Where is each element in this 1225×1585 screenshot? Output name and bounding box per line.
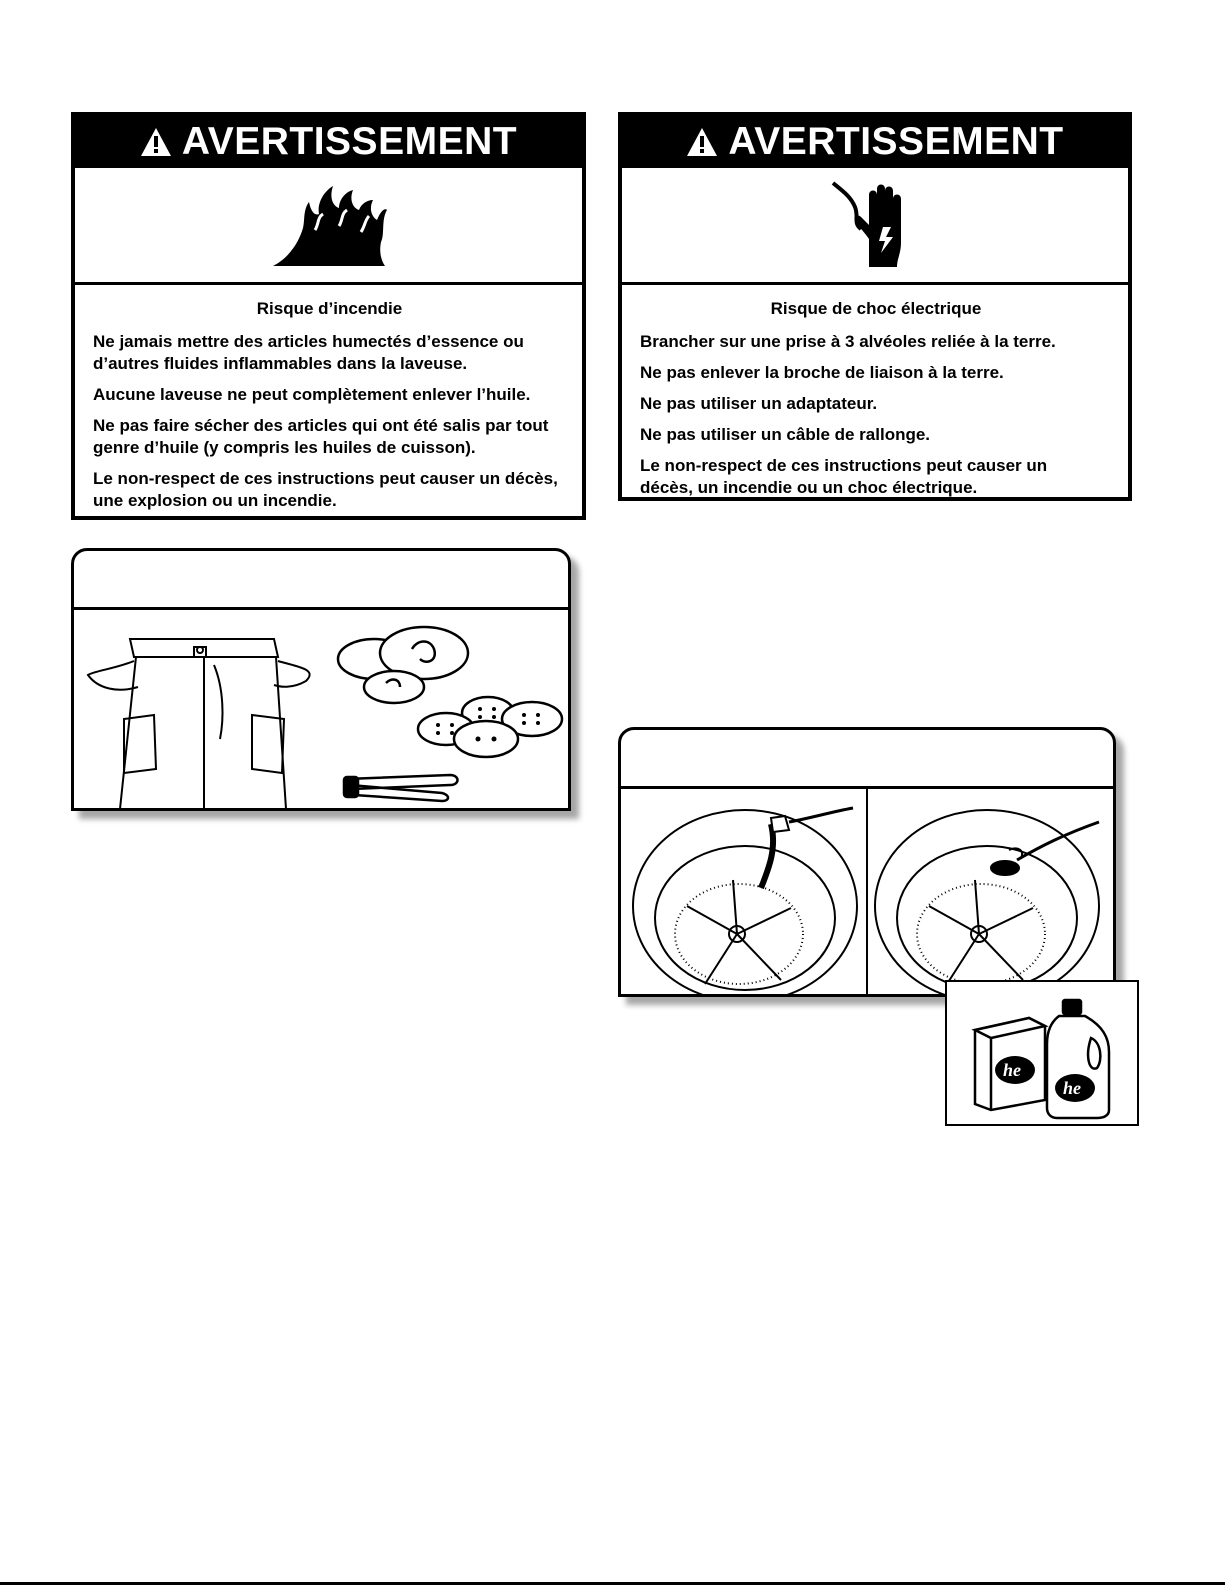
detergent-illustration	[621, 788, 1113, 996]
he-detergent-products-icon	[947, 982, 1137, 1124]
he-products-inset	[945, 980, 1139, 1126]
he-label-bottle: he	[1063, 1078, 1081, 1098]
warning-shock-line: Le non-respect de ces instructions peut causer un décès, un incendie ou un choc électrique.	[640, 456, 1048, 497]
warning-fire-icon-box	[75, 168, 582, 285]
coins-icon	[338, 627, 468, 703]
warning-fire-line: Ne jamais mettre des articles humectés d’essence ou d’autres fluides inflammables dans la laveuse.	[93, 332, 524, 373]
warning-fire-header: AVERTISSEMENT	[75, 116, 582, 168]
warning-fire	[71, 112, 586, 520]
pants-icon	[88, 639, 310, 809]
warning-shock-title: Risque de choc électrique	[770, 299, 982, 318]
electric-shock-hand-icon	[825, 177, 925, 273]
buttons-icon	[418, 697, 562, 757]
warning-shock-line: Ne pas utiliser un adaptateur.	[640, 394, 878, 413]
warning-shock-header: AVERTISSEMENT	[622, 116, 1128, 168]
pockets-illustration	[74, 609, 568, 809]
safety-pins-icon	[344, 775, 458, 801]
washer-basket-left-icon	[633, 808, 857, 996]
warning-triangle-icon	[686, 127, 718, 157]
figure-add-detergent	[618, 727, 1116, 997]
flame-icon	[269, 180, 389, 270]
warning-fire-line: Aucune laveuse ne peut complètement enlever l’huile.	[93, 385, 531, 404]
warning-triangle-icon	[140, 127, 172, 157]
warning-shock-line: Ne pas enlever la broche de liaison à la terre.	[640, 363, 1004, 382]
warning-shock-line: Brancher sur une prise à 3 alvéoles reliée à la terre.	[640, 332, 1056, 351]
figure-header-bar	[74, 551, 568, 610]
figure-empty-pockets	[71, 548, 571, 811]
washer-basket-right-icon	[875, 810, 1099, 996]
he-label-box: he	[1003, 1060, 1021, 1080]
warning-shock-icon-box	[622, 168, 1128, 285]
warning-fire-line: Ne pas faire sécher des articles qui ont été salis par tout genre d’huile (y compris les huiles de cuisson).	[93, 416, 549, 457]
warning-fire-line: Le non-respect de ces instructions peut causer un décès, une explosion ou un incendie.	[93, 469, 558, 510]
warning-shock	[618, 112, 1132, 501]
figure-header-bar	[621, 730, 1113, 789]
warning-fire-title: Risque d’incendie	[256, 299, 403, 318]
warning-shock-line: Ne pas utiliser un câble de rallonge.	[640, 425, 931, 444]
